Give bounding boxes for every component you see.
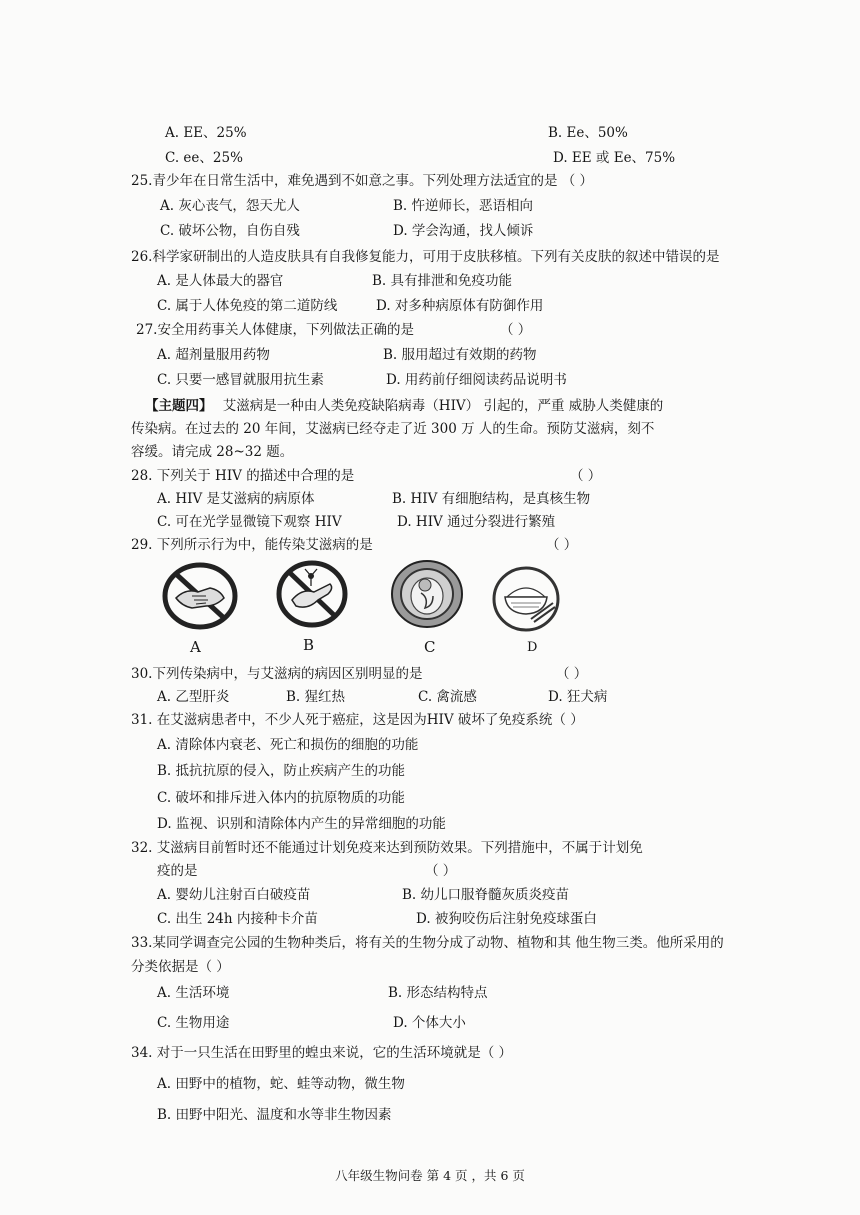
q32-option-c: C. 出生 24h 内接种卡介苗 bbox=[157, 911, 318, 927]
q26-stem: 26.科学家研制出的人造皮肤具有自我修复能力，可用于皮肤移植。下列有关皮肤的叙述中错误的是 bbox=[131, 249, 720, 265]
theme4-line3: 容缓。请完成 28~32 题。 bbox=[131, 444, 294, 460]
fetus-womb-icon bbox=[389, 558, 465, 630]
q27-option-d: D. 用药前仔细阅读药品说明书 bbox=[386, 372, 567, 388]
q28-option-a: A. HIV 是艾滋病的病原体 bbox=[157, 491, 315, 507]
q29-paren: （ ） bbox=[546, 537, 578, 553]
q24-option-b: B. Ee、50% bbox=[548, 125, 628, 141]
q24-option-a: A. EE、25% bbox=[165, 125, 247, 141]
q25-option-d: D. 学会沟通，找人倾诉 bbox=[393, 223, 534, 239]
q25-option-c: C. 破坏公物，自伤自残 bbox=[160, 223, 300, 239]
q31-option-c: C. 破坏和排斥进入体内的抗原物质的功能 bbox=[157, 790, 405, 806]
q28-paren: （ ） bbox=[570, 468, 602, 484]
q26-option-c: C. 属于人体免疫的第二道防线 bbox=[157, 298, 338, 314]
q33-option-b: B. 形态结构特点 bbox=[388, 985, 488, 1001]
q30-stem: 30.下列传染病中，与艾滋病的病因区别明显的是 bbox=[131, 666, 423, 682]
mosquito-bite-icon bbox=[274, 558, 350, 628]
q29-label-a: A bbox=[190, 638, 201, 656]
q27-option-b: B. 服用超过有效期的药物 bbox=[383, 347, 537, 363]
q32-stem-1: 32. 艾滋病目前暂时还不能通过计划免疫来达到预防效果。下列措施中，不属于计划免 bbox=[131, 840, 643, 856]
q34-stem: 34. 对于一只生活在田野里的蝗虫来说，它的生活环境就是（ ） bbox=[131, 1045, 513, 1061]
theme4-intro-1: 艾滋病是一种由人类免疫缺陷病毒（HIV） 引起的，严重 威胁人类健康的 bbox=[222, 398, 664, 414]
handshake-icon bbox=[162, 562, 238, 630]
q25-option-a: A. 灰心丧气，怨天尤人 bbox=[160, 198, 300, 214]
q29-label-d: D bbox=[527, 640, 538, 655]
q27-paren: （ ） bbox=[500, 322, 532, 338]
q32-option-a: A. 婴幼儿注射百白破疫苗 bbox=[157, 887, 311, 903]
q27-stem: 27.安全用药事关人体健康，下列做法正确的是 bbox=[136, 322, 414, 338]
q31-option-a: A. 清除体内衰老、死亡和损伤的细胞的功能 bbox=[157, 737, 419, 753]
theme4-line2: 传染病。在过去的 20 年间，艾滋病已经夺走了近 300 万 人的生命。预防艾滋病，刻不 bbox=[131, 421, 655, 437]
q33-option-c: C. 生物用途 bbox=[157, 1015, 230, 1031]
q28-option-c: C. 可在光学显微镜下观察 HIV bbox=[157, 514, 342, 530]
q33-stem-2: 分类依据是（ ） bbox=[131, 959, 230, 975]
q30-option-d: D. 狂犬病 bbox=[548, 689, 608, 705]
q29-label-c: C bbox=[424, 638, 436, 656]
q29-stem: 29. 下列所示行为中，能传染艾滋病的是 bbox=[131, 537, 373, 553]
q34-option-a: A. 田野中的植物，蛇、蛙等动物，微生物 bbox=[157, 1076, 405, 1092]
q26-option-a: A. 是人体最大的器官 bbox=[157, 273, 284, 289]
q33-stem-1: 33.某同学调查完公园的生物种类后，将有关的生物分成了动物、植物和其 他生物三类。他所采用的 bbox=[131, 935, 724, 951]
q28-option-d: D. HIV 通过分裂进行繁殖 bbox=[397, 514, 556, 530]
q26-option-b: B. 具有排泄和免疫功能 bbox=[372, 273, 513, 289]
q30-option-c: C. 禽流感 bbox=[418, 689, 477, 705]
q26-option-d: D. 对多种病原体有防御作用 bbox=[376, 298, 544, 314]
theme4-label: 【主题四】 bbox=[145, 398, 213, 414]
q32-option-d: D. 被狗咬伤后注射免疫球蛋白 bbox=[416, 911, 597, 927]
q33-option-a: A. 生活环境 bbox=[157, 985, 230, 1001]
q30-option-b: B. 猩红热 bbox=[286, 689, 346, 705]
q32-option-b: B. 幼儿口服脊髓灰质炎疫苗 bbox=[402, 887, 570, 903]
q28-option-b: B. HIV 有细胞结构，是真核生物 bbox=[392, 491, 591, 507]
q29-label-b: B bbox=[303, 636, 315, 654]
q27-option-a: A. 超剂量服用药物 bbox=[157, 347, 270, 363]
q34-option-b: B. 田野中阳光、温度和水等非生物因素 bbox=[157, 1107, 392, 1123]
q33-option-d: D. 个体大小 bbox=[393, 1015, 466, 1031]
q25-option-b: B. 忤逆师长，恶语相向 bbox=[393, 198, 534, 214]
q28-stem: 28. 下列关于 HIV 的描述中合理的是 bbox=[131, 468, 355, 484]
q27-option-c: C. 只要一感冒就服用抗生素 bbox=[157, 372, 324, 388]
q31-option-d: D. 监视、识别和清除体内产生的异常细胞的功能 bbox=[157, 816, 446, 832]
rice-bowl-icon bbox=[491, 565, 561, 633]
q32-paren: （ ） bbox=[425, 863, 457, 879]
q31-stem: 31. 在艾滋病患者中，不少人死于癌症，这是因为HIV 破坏了免疫系统（ ） bbox=[131, 712, 584, 728]
q30-paren: （ ） bbox=[556, 666, 588, 682]
page-footer: 八年级生物问卷 第 4 页 ，共 6 页 bbox=[335, 1168, 525, 1183]
q31-option-b: B. 抵抗抗原的侵入，防止疾病产生的功能 bbox=[157, 763, 406, 779]
q24-option-c: C. ee、25% bbox=[165, 150, 243, 166]
q30-option-a: A. 乙型肝炎 bbox=[157, 689, 230, 705]
q25-stem: 25.青少年在日常生活中，难免遇到不如意之事。下列处理方法适宜的是 （ ） bbox=[131, 173, 594, 189]
q24-option-d: D. EE 或 Ee、75% bbox=[553, 150, 676, 166]
q32-stem-2: 疫的是 bbox=[157, 863, 198, 879]
theme4-line1 bbox=[145, 397, 663, 415]
